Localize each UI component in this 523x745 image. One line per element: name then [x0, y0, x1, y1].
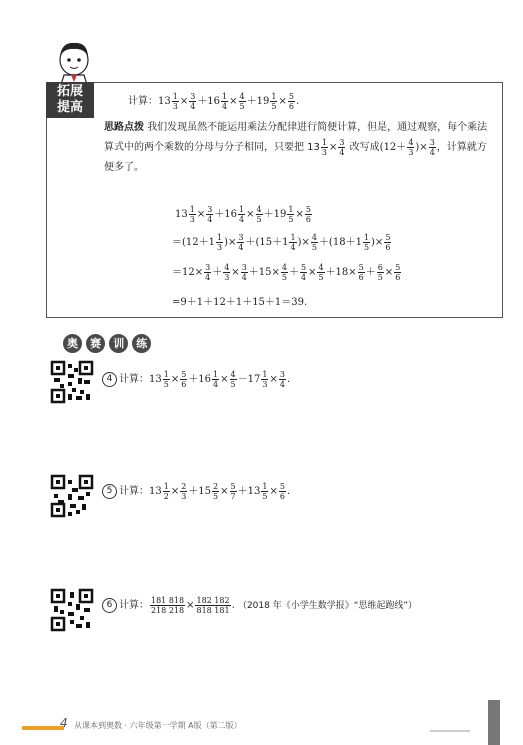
olympiad-training-banner	[62, 332, 149, 352]
problem-prefix: 计算：	[128, 96, 158, 107]
hint-text-2: 改写成	[349, 142, 380, 153]
olympiad-char-2: 赛	[85, 333, 106, 354]
qr-code-icon[interactable]	[50, 588, 94, 632]
solution-line-2: ＝(12＋1 $\frac{1}{3}$ )× $\frac{3}{4}$ ＋(15＋1 $\frac{1}{4}$ )× $\frac{4}{5}$ ＋(18＋1 $\frac{1}{5}$ )× $\frac{5}{6}$	[172, 233, 391, 252]
footer-divider	[430, 730, 470, 732]
extension-label-line2: 提高	[56, 100, 83, 115]
problem-number: 4	[102, 372, 117, 387]
problem-6: 6 计算： $\frac{181 818}{218 218}$ × $\frac{182 182}{818 181}$ . （2018 年《小学生数学报》“思维起跑线”）	[102, 596, 417, 615]
extension-label-line1: 拓展	[56, 84, 83, 99]
page-edge-tab	[488, 700, 500, 745]
mascot-boy-icon	[50, 38, 98, 88]
page-number: 4	[60, 716, 68, 730]
qr-code-icon[interactable]	[50, 474, 94, 518]
hint-text-1: 我们发现虽然不能运用乘法分配律进行简便计算，但是，通过观察，每个乘法算式中的两个乘数的分母与分子相同，只要把 13	[104, 122, 488, 153]
solution-final: =9＋1＋12＋1＋15＋1＝39.	[172, 297, 308, 308]
olympiad-char-3: 训	[108, 333, 129, 354]
olympiad-char-4: 练	[131, 333, 152, 354]
problem-4: 4 计算：13 $\frac{1}{5}$ × $\frac{5}{6}$ ＋16 $\frac{1}{4}$ × $\frac{4}{5}$ －17 $\frac{1}{3}$ × $\frac{3}{4}$ .	[102, 370, 290, 389]
problem-5: 5 计算：13 $\frac{1}{2}$ × $\frac{2}{3}$ ＋15 $\frac{2}{5}$ × $\frac{5}{7}$ ＋13 $\frac{1}{5}$ × $\frac{5}{6}$ .	[102, 482, 290, 501]
problem-number: 5	[102, 484, 117, 499]
qr-code-icon[interactable]	[50, 360, 94, 404]
extension-label	[46, 82, 94, 118]
footer-accent-bar	[22, 726, 64, 730]
problem-prefix: 计算：	[119, 600, 149, 611]
solution-line-1: 13 $\frac{1}{3}$ × $\frac{3}{4}$ ＋16 $\frac{1}{4}$ × $\frac{4}{5}$ ＋19 $\frac{1}{5}$ × $\frac{5}{6}$	[175, 205, 311, 224]
footer-book-title: 从课本到奥数 · 六年级第一学期 A版（第二版）	[74, 721, 242, 730]
problem-number: 6	[102, 598, 117, 613]
hint-text-3: ，计算就方便多了。	[104, 142, 487, 173]
extension-problem: 计算：13 $\frac{1}{3}$ × $\frac{3}{4}$ ＋16 $\frac{1}{4}$ × $\frac{4}{5}$ ＋19 $\frac{1}{5}$ × $\frac{5}{6}$ .	[128, 92, 300, 111]
olympiad-char-1: 奥	[62, 333, 83, 354]
problem-source: （2018 年《小学生数学报》“思维起跑线”）	[237, 601, 418, 611]
solution-line-3: ＝12× $\frac{3}{4}$ ＋ $\frac{4}{3}$ × $\frac{3}{4}$ ＋15× $\frac{4}{5}$ ＋ $\frac{5}{4}$ × $\frac{4}{5}$ ＋18× $\frac{5}{6}$ ＋ $\frac{6}{5}$ × $\frac{5}{6}$	[172, 263, 401, 282]
hint-title: 思路点拨	[104, 122, 144, 133]
problem-prefix: 计算：	[119, 374, 149, 385]
problem-prefix: 计算：	[119, 486, 149, 497]
hint-paragraph: 思路点拨 我们发现虽然不能运用乘法分配律进行简便计算，但是，通过观察，每个乘法算式中的两个乘数的分母与分子相同，只要把 13 $\frac{1}{3}$ × $\frac{3}{4}$ 改写成(12＋ $\frac{4}{3}$ )× $\frac{3}{4}$ ，计算就方便多了。	[104, 122, 488, 173]
